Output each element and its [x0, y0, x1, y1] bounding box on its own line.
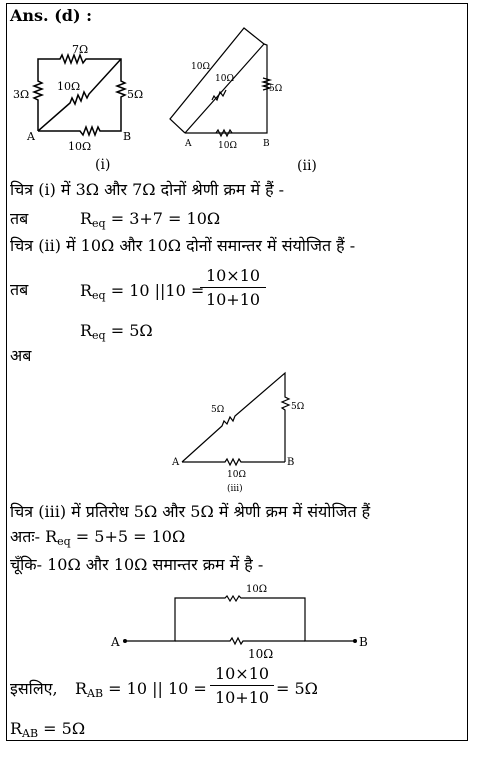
line-11-expression: = 5Ω — [43, 719, 86, 738]
line-4-fraction — [200, 266, 266, 309]
fig3-label-5-vert: 5Ω — [291, 402, 305, 412]
req-subscript: eq — [92, 217, 106, 230]
fig1-node-b: B — [123, 130, 132, 143]
line-4-expression: = 10 ||10 = — [110, 281, 205, 300]
line-10-fraction — [210, 664, 274, 707]
req-symbol: R — [45, 527, 58, 546]
line-10-denominator: 10+10 — [214, 688, 270, 707]
rab-subscript: AB — [22, 727, 39, 740]
line-10-result: = 5Ω — [276, 679, 318, 698]
line-8-expression: = 5+5 = 10Ω — [75, 527, 186, 546]
line-8-prefix: अतः- — [10, 527, 40, 546]
line-4-numerator: 10×10 — [205, 266, 261, 285]
fig2-label-10-bottom: 10Ω — [218, 141, 237, 151]
fig3-label-10: 10Ω — [227, 470, 246, 480]
fig1-label-3: 3Ω — [13, 88, 30, 101]
line-1: चित्र (i) में 3Ω और 7Ω दोनों श्रेणी क्रम में हैं - — [10, 180, 285, 199]
req-subscript: eq — [57, 535, 71, 548]
req-symbol: R — [80, 281, 93, 300]
fig2-node-b: B — [263, 139, 270, 149]
req-symbol: R — [80, 209, 93, 228]
line-11-equation — [10, 719, 85, 744]
req-subscript: eq — [92, 329, 106, 342]
fig4-label-bottom: 10Ω — [248, 647, 274, 661]
fig1-node-a: A — [27, 130, 35, 143]
req-symbol: R — [80, 321, 93, 340]
fig3-label-5-diag: 5Ω — [211, 405, 225, 415]
line-2-expression: = 3+7 = 10Ω — [110, 209, 221, 228]
line-7: चित्र (iii) में प्रतिरोध 5Ω और 5Ω में श्रेणी क्रम में संयोजित हैं — [10, 502, 371, 521]
fig1-label-10-bottom: 10Ω — [68, 140, 92, 153]
line-10-equation — [75, 679, 207, 704]
fig2-label-10-inner: 10Ω — [215, 74, 234, 84]
figure-3-circuit — [0, 360, 487, 500]
fig1-label-7: 7Ω — [72, 43, 89, 56]
line-2-prefix: तब — [10, 209, 29, 228]
answer-label: Ans. (d) : — [10, 6, 92, 25]
fig2-label-10-outer: 10Ω — [191, 62, 210, 72]
fig2-label-5: 5Ω — [269, 84, 283, 94]
line-4-equation — [80, 281, 204, 306]
line-4-denominator: 10+10 — [205, 290, 261, 309]
line-8 — [10, 527, 185, 552]
fig3-caption: (iii) — [227, 484, 243, 494]
fig1-label-10-diag: 10Ω — [57, 80, 81, 93]
line-4-prefix: तब — [10, 280, 29, 299]
fig4-label-top: 10Ω — [246, 584, 268, 595]
figure-1-circuit — [0, 0, 487, 200]
fig4-node-b: B — [359, 635, 368, 649]
fig1-label-5: 5Ω — [127, 88, 144, 101]
line-6: अब — [10, 346, 32, 365]
fig2-node-a: A — [185, 139, 192, 149]
fig3-node-b: B — [287, 457, 295, 468]
line-3: चित्र (ii) में 10Ω और 10Ω दोनों समान्तर में संयोजित हैं - — [10, 236, 356, 255]
line-5-equation — [80, 321, 153, 346]
rab-symbol: R — [10, 719, 23, 738]
line-5-expression: = 5Ω — [110, 321, 153, 340]
fig4-node-a: A — [111, 635, 120, 649]
line-10-expression: = 10 || 10 = — [108, 679, 207, 698]
fig2-caption: (ii) — [297, 158, 317, 174]
rab-symbol: R — [75, 679, 88, 698]
req-subscript: eq — [92, 289, 106, 302]
line-10-numerator: 10×10 — [214, 664, 270, 683]
rab-subscript: AB — [87, 687, 104, 700]
line-9: चूँकि- 10Ω और 10Ω समान्तर क्रम में है - — [10, 555, 264, 574]
line-10-prefix: इसलिए, — [10, 679, 58, 698]
line-2-equation — [80, 209, 220, 234]
figure-4-parallel-circuit — [0, 570, 487, 670]
fig1-caption: (i) — [95, 157, 111, 173]
fig3-node-a: A — [172, 457, 180, 468]
